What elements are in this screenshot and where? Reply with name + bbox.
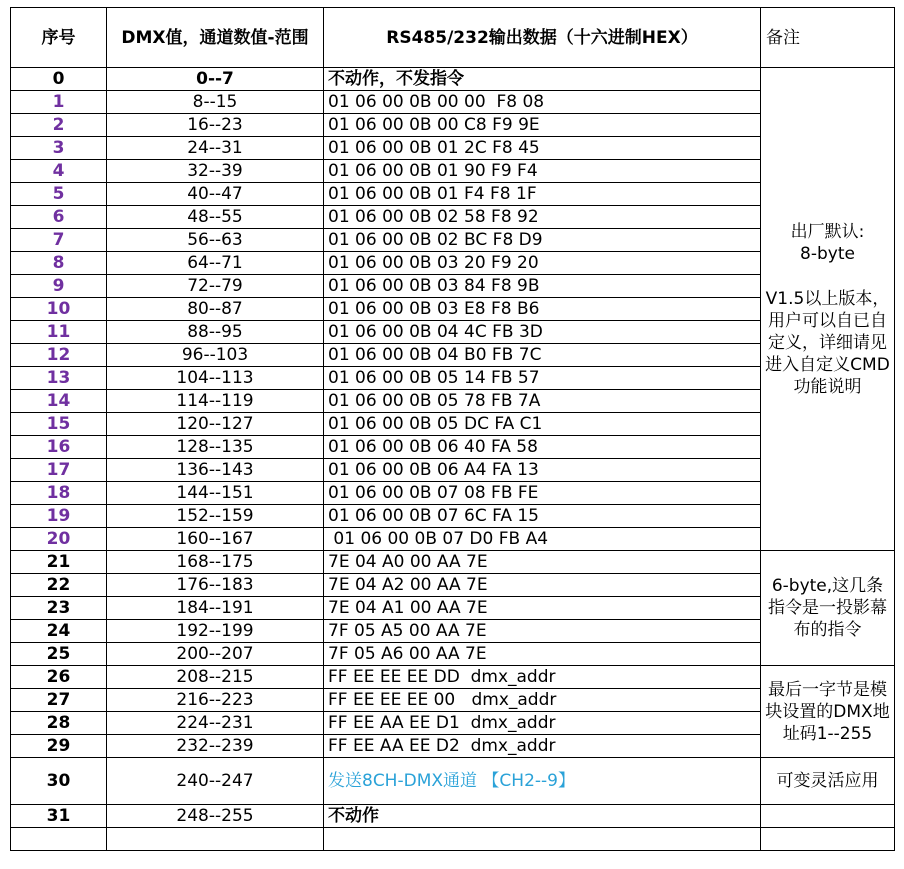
row-hex: 01 06 00 0B 07 D0 FB A4 — [324, 528, 761, 551]
row-index: 19 — [11, 505, 107, 528]
row-hex: 7F 05 A6 00 AA 7E — [324, 643, 761, 666]
row-hex: 01 06 00 0B 06 A4 FA 13 — [324, 459, 761, 482]
row-index: 4 — [11, 160, 107, 183]
row-range: 216--223 — [107, 689, 324, 712]
row-index: 2 — [11, 114, 107, 137]
row-range: 248--255 — [107, 805, 324, 828]
row-index: 7 — [11, 229, 107, 252]
row-index: 25 — [11, 643, 107, 666]
empty-cell — [11, 828, 107, 851]
row-hex: 01 06 00 0B 03 E8 F8 B6 — [324, 298, 761, 321]
row-hex: FF EE EE EE DD dmx_addr — [324, 666, 761, 689]
row-range: 160--167 — [107, 528, 324, 551]
row-range: 96--103 — [107, 344, 324, 367]
row-index: 23 — [11, 597, 107, 620]
row-range: 136--143 — [107, 459, 324, 482]
note-spacer — [765, 265, 890, 288]
row-range: 8--15 — [107, 91, 324, 114]
row-index: 3 — [11, 137, 107, 160]
row-index: 12 — [11, 344, 107, 367]
row-index: 28 — [11, 712, 107, 735]
row-index: 17 — [11, 459, 107, 482]
row-hex: 7E 04 A1 00 AA 7E — [324, 597, 761, 620]
row-index: 9 — [11, 275, 107, 298]
row-hex: 01 06 00 0B 05 14 FB 57 — [324, 367, 761, 390]
row-hex: 01 06 00 0B 05 DC FA C1 — [324, 413, 761, 436]
header-index: 序号 — [11, 8, 107, 68]
row-hex: 01 06 00 0B 00 C8 F9 9E — [324, 114, 761, 137]
row-index: 1 — [11, 91, 107, 114]
row-index: 6 — [11, 206, 107, 229]
header-range: DMX值，通道数值-范围 — [107, 8, 324, 68]
row-index: 22 — [11, 574, 107, 597]
row-hex: 7E 04 A0 00 AA 7E — [324, 551, 761, 574]
note-default-size: 8-byte — [800, 243, 855, 264]
row-index: 21 — [11, 551, 107, 574]
row-hex: 01 06 00 0B 03 20 F9 20 — [324, 252, 761, 275]
row-range: 232--239 — [107, 735, 324, 758]
table-row — [11, 758, 895, 805]
row-hex: FF EE EE EE 00 dmx_addr — [324, 689, 761, 712]
row-range: 144--151 — [107, 482, 324, 505]
row-hex: 01 06 00 0B 02 58 F8 92 — [324, 206, 761, 229]
header-row — [11, 8, 895, 68]
header-hex: RS485/232输出数据（十六进制HEX） — [324, 8, 761, 68]
header-note: 备注 — [761, 8, 895, 68]
row-index: 8 — [11, 252, 107, 275]
table-row — [11, 551, 895, 574]
row-hex: 01 06 00 0B 04 B0 FB 7C — [324, 344, 761, 367]
empty-cell — [107, 828, 324, 851]
row-range: 64--71 — [107, 252, 324, 275]
row-range: 88--95 — [107, 321, 324, 344]
row-range: 72--79 — [107, 275, 324, 298]
row-range: 152--159 — [107, 505, 324, 528]
row-index: 14 — [11, 390, 107, 413]
row-hex: 不动作 — [324, 805, 761, 828]
note-empty — [761, 805, 895, 828]
row-index: 20 — [11, 528, 107, 551]
row-index: 5 — [11, 183, 107, 206]
row-hex: 01 06 00 0B 07 6C FA 15 — [324, 505, 761, 528]
row-range: 184--191 — [107, 597, 324, 620]
row-index: 0 — [11, 68, 107, 91]
row-range: 24--31 — [107, 137, 324, 160]
empty-cell — [761, 828, 895, 851]
row-range: 192--199 — [107, 620, 324, 643]
row-range: 32--39 — [107, 160, 324, 183]
row-hex: 01 06 00 0B 07 08 FB FE — [324, 482, 761, 505]
row-index: 16 — [11, 436, 107, 459]
row-range: 200--207 — [107, 643, 324, 666]
table-row — [11, 68, 895, 91]
note-dmx-address: 最后一字节是模块设置的DMX地址码1--255 — [761, 666, 895, 758]
note-flexible: 可变灵活应用 — [761, 758, 895, 805]
row-hex: 7F 05 A5 00 AA 7E — [324, 620, 761, 643]
row-index: 24 — [11, 620, 107, 643]
row-index: 27 — [11, 689, 107, 712]
row-range: 0--7 — [107, 68, 324, 91]
row-hex: 01 06 00 0B 04 4C FB 3D — [324, 321, 761, 344]
row-index: 10 — [11, 298, 107, 321]
row-index: 30 — [11, 758, 107, 805]
row-index: 29 — [11, 735, 107, 758]
row-hex: 01 06 00 0B 01 F4 F8 1F — [324, 183, 761, 206]
row-range: 80--87 — [107, 298, 324, 321]
row-range: 208--215 — [107, 666, 324, 689]
row-index: 11 — [11, 321, 107, 344]
row-hex: 01 06 00 0B 02 BC F8 D9 — [324, 229, 761, 252]
row-range: 56--63 — [107, 229, 324, 252]
row-hex: 01 06 00 0B 03 84 F8 9B — [324, 275, 761, 298]
row-range: 128--135 — [107, 436, 324, 459]
row-range: 224--231 — [107, 712, 324, 735]
row-hex: 01 06 00 0B 06 40 FA 58 — [324, 436, 761, 459]
dmx-command-table — [10, 7, 895, 851]
row-range: 16--23 — [107, 114, 324, 137]
row-range: 104--113 — [107, 367, 324, 390]
row-range: 40--47 — [107, 183, 324, 206]
row-hex: FF EE AA EE D1 dmx_addr — [324, 712, 761, 735]
note-default-8byte — [761, 68, 895, 551]
row-range: 48--55 — [107, 206, 324, 229]
table-row — [11, 666, 895, 689]
row-hex: FF EE AA EE D2 dmx_addr — [324, 735, 761, 758]
row-range: 120--127 — [107, 413, 324, 436]
empty-cell — [324, 828, 761, 851]
note-custom-info: V1.5以上版本，用户可以自已自定义，详细请见进入自定义CMD功能说明 — [765, 288, 890, 397]
row-hex: 01 06 00 0B 01 90 F9 F4 — [324, 160, 761, 183]
row-hex: 不动作，不发指令 — [324, 68, 761, 91]
row-hex: 发送8CH-DMX通道 【CH2--9】 — [324, 758, 761, 805]
row-index: 26 — [11, 666, 107, 689]
row-range: 240--247 — [107, 758, 324, 805]
row-index: 15 — [11, 413, 107, 436]
table-row — [11, 805, 895, 828]
empty-row — [11, 828, 895, 851]
row-hex: 01 06 00 0B 01 2C F8 45 — [324, 137, 761, 160]
row-index: 13 — [11, 367, 107, 390]
note-default-label: 出厂默认: — [790, 221, 865, 242]
row-range: 114--119 — [107, 390, 324, 413]
row-hex: 01 06 00 0B 05 78 FB 7A — [324, 390, 761, 413]
row-range: 168--175 — [107, 551, 324, 574]
row-hex: 7E 04 A2 00 AA 7E — [324, 574, 761, 597]
row-hex: 01 06 00 0B 00 00 F8 08 — [324, 91, 761, 114]
row-index: 18 — [11, 482, 107, 505]
note-screen-6byte: 6-byte,这几条指令是一投影幕布的指令 — [761, 551, 895, 666]
row-range: 176--183 — [107, 574, 324, 597]
row-index: 31 — [11, 805, 107, 828]
